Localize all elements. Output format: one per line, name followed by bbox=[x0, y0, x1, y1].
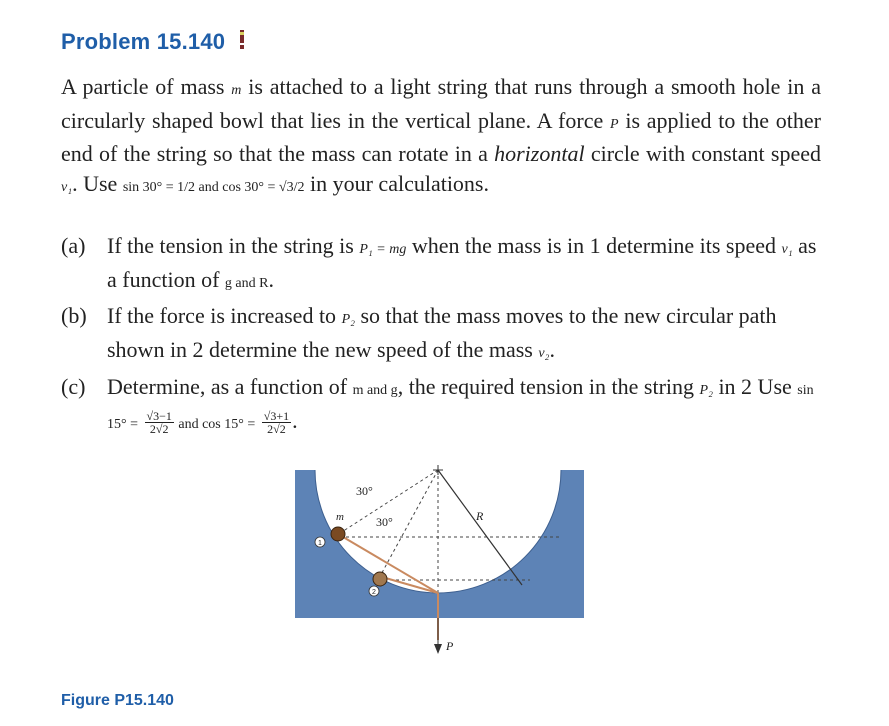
symbol-m: m bbox=[231, 83, 242, 98]
part-b bbox=[61, 301, 821, 363]
part-c-vars: m and g bbox=[352, 383, 398, 398]
part-b-t3: . bbox=[549, 337, 555, 362]
part-a-expr: P₁ = mg bbox=[359, 242, 407, 257]
part-a-text bbox=[107, 231, 821, 299]
part-a-t1: If the tension in the string is bbox=[107, 233, 360, 258]
intro-text-6: in your calculations. bbox=[304, 170, 489, 196]
radius-label: R bbox=[476, 509, 484, 523]
alert-icon bbox=[238, 29, 246, 51]
sin15-numerator: √3−1 bbox=[146, 409, 172, 424]
intro-text-5: . Use bbox=[72, 170, 123, 196]
intro-text-2: is attached to a light string that runs through a smooth hole in a circularly shaped bowl that lies in the vertical plane. A force bbox=[61, 74, 821, 133]
part-a-label: (a) bbox=[61, 233, 86, 258]
part-a-t3: as a function of bbox=[107, 233, 817, 292]
mass-position-1 bbox=[331, 527, 345, 541]
part-b-label: (b) bbox=[61, 303, 87, 328]
problem-title bbox=[61, 29, 246, 55]
part-c-t2: , the required tension in the string bbox=[397, 374, 700, 399]
cos15-fraction bbox=[262, 410, 291, 435]
part-a bbox=[61, 231, 821, 293]
cos15-numerator: √3+1 bbox=[263, 409, 290, 424]
part-c-cos-label: and cos 15° = bbox=[174, 417, 256, 432]
part-a-vars: g and R bbox=[224, 276, 269, 291]
part-c-label: (c) bbox=[61, 374, 86, 399]
bowl-body bbox=[295, 470, 584, 618]
pos1-label: 1 bbox=[318, 540, 322, 547]
part-c-end: . bbox=[292, 408, 298, 433]
part-c-text bbox=[107, 372, 821, 440]
sin15-denominator: 2√2 bbox=[149, 422, 169, 437]
intro-horizontal: horizontal bbox=[494, 141, 585, 166]
pos2-label: 2 bbox=[372, 589, 376, 596]
sin15-fraction bbox=[145, 410, 174, 435]
symbol-P: P bbox=[610, 116, 619, 132]
problem-statement bbox=[61, 72, 821, 202]
bowl-figure bbox=[290, 460, 590, 670]
intro-text-3: is applied to the other end of the string so that the mass can rotate in a bbox=[61, 107, 821, 166]
cos15-denominator: 2√2 bbox=[267, 422, 286, 437]
part-b-t2: so that the mass moves to the new circular path shown in 2 determine the new speed of the mass bbox=[107, 303, 777, 362]
part-c-t3: in 2 Use bbox=[712, 374, 798, 399]
part-b-text bbox=[107, 301, 821, 369]
part-c-t1: Determine, as a function of bbox=[107, 374, 353, 399]
radius-line bbox=[438, 470, 522, 585]
symbol-v1: v₁ bbox=[61, 179, 73, 195]
force-label: P bbox=[446, 639, 454, 653]
part-a-t2: when the mass is in 1 determine its speed bbox=[406, 233, 782, 258]
angle-label-top: 30° bbox=[356, 484, 373, 498]
part-c-sin-label: sin 15° = bbox=[107, 383, 814, 432]
mass-position-2 bbox=[373, 572, 387, 586]
part-b-t1: If the force is increased to bbox=[107, 303, 342, 328]
mass-label: m bbox=[336, 511, 344, 523]
angle-label-mid: 30° bbox=[376, 515, 393, 529]
part-b-sym2: v₂ bbox=[538, 346, 550, 361]
part-b-sym: P₂ bbox=[341, 312, 355, 327]
part-c-sym: P₂ bbox=[699, 383, 713, 398]
trig-expression: sin 30° = 1/2 and cos 30° = √3/2 bbox=[122, 179, 305, 195]
figure-caption: Figure P15.140 bbox=[61, 692, 174, 709]
force-arrow-head bbox=[434, 644, 442, 654]
problem-title-text: Problem 15.140 bbox=[61, 29, 226, 54]
part-c bbox=[61, 372, 821, 438]
part-a-t4: . bbox=[268, 267, 274, 292]
part-a-sym: v₁ bbox=[781, 242, 793, 257]
intro-text-4: circle with constant speed bbox=[584, 141, 821, 166]
intro-text-1: A particle of mass bbox=[61, 74, 232, 99]
